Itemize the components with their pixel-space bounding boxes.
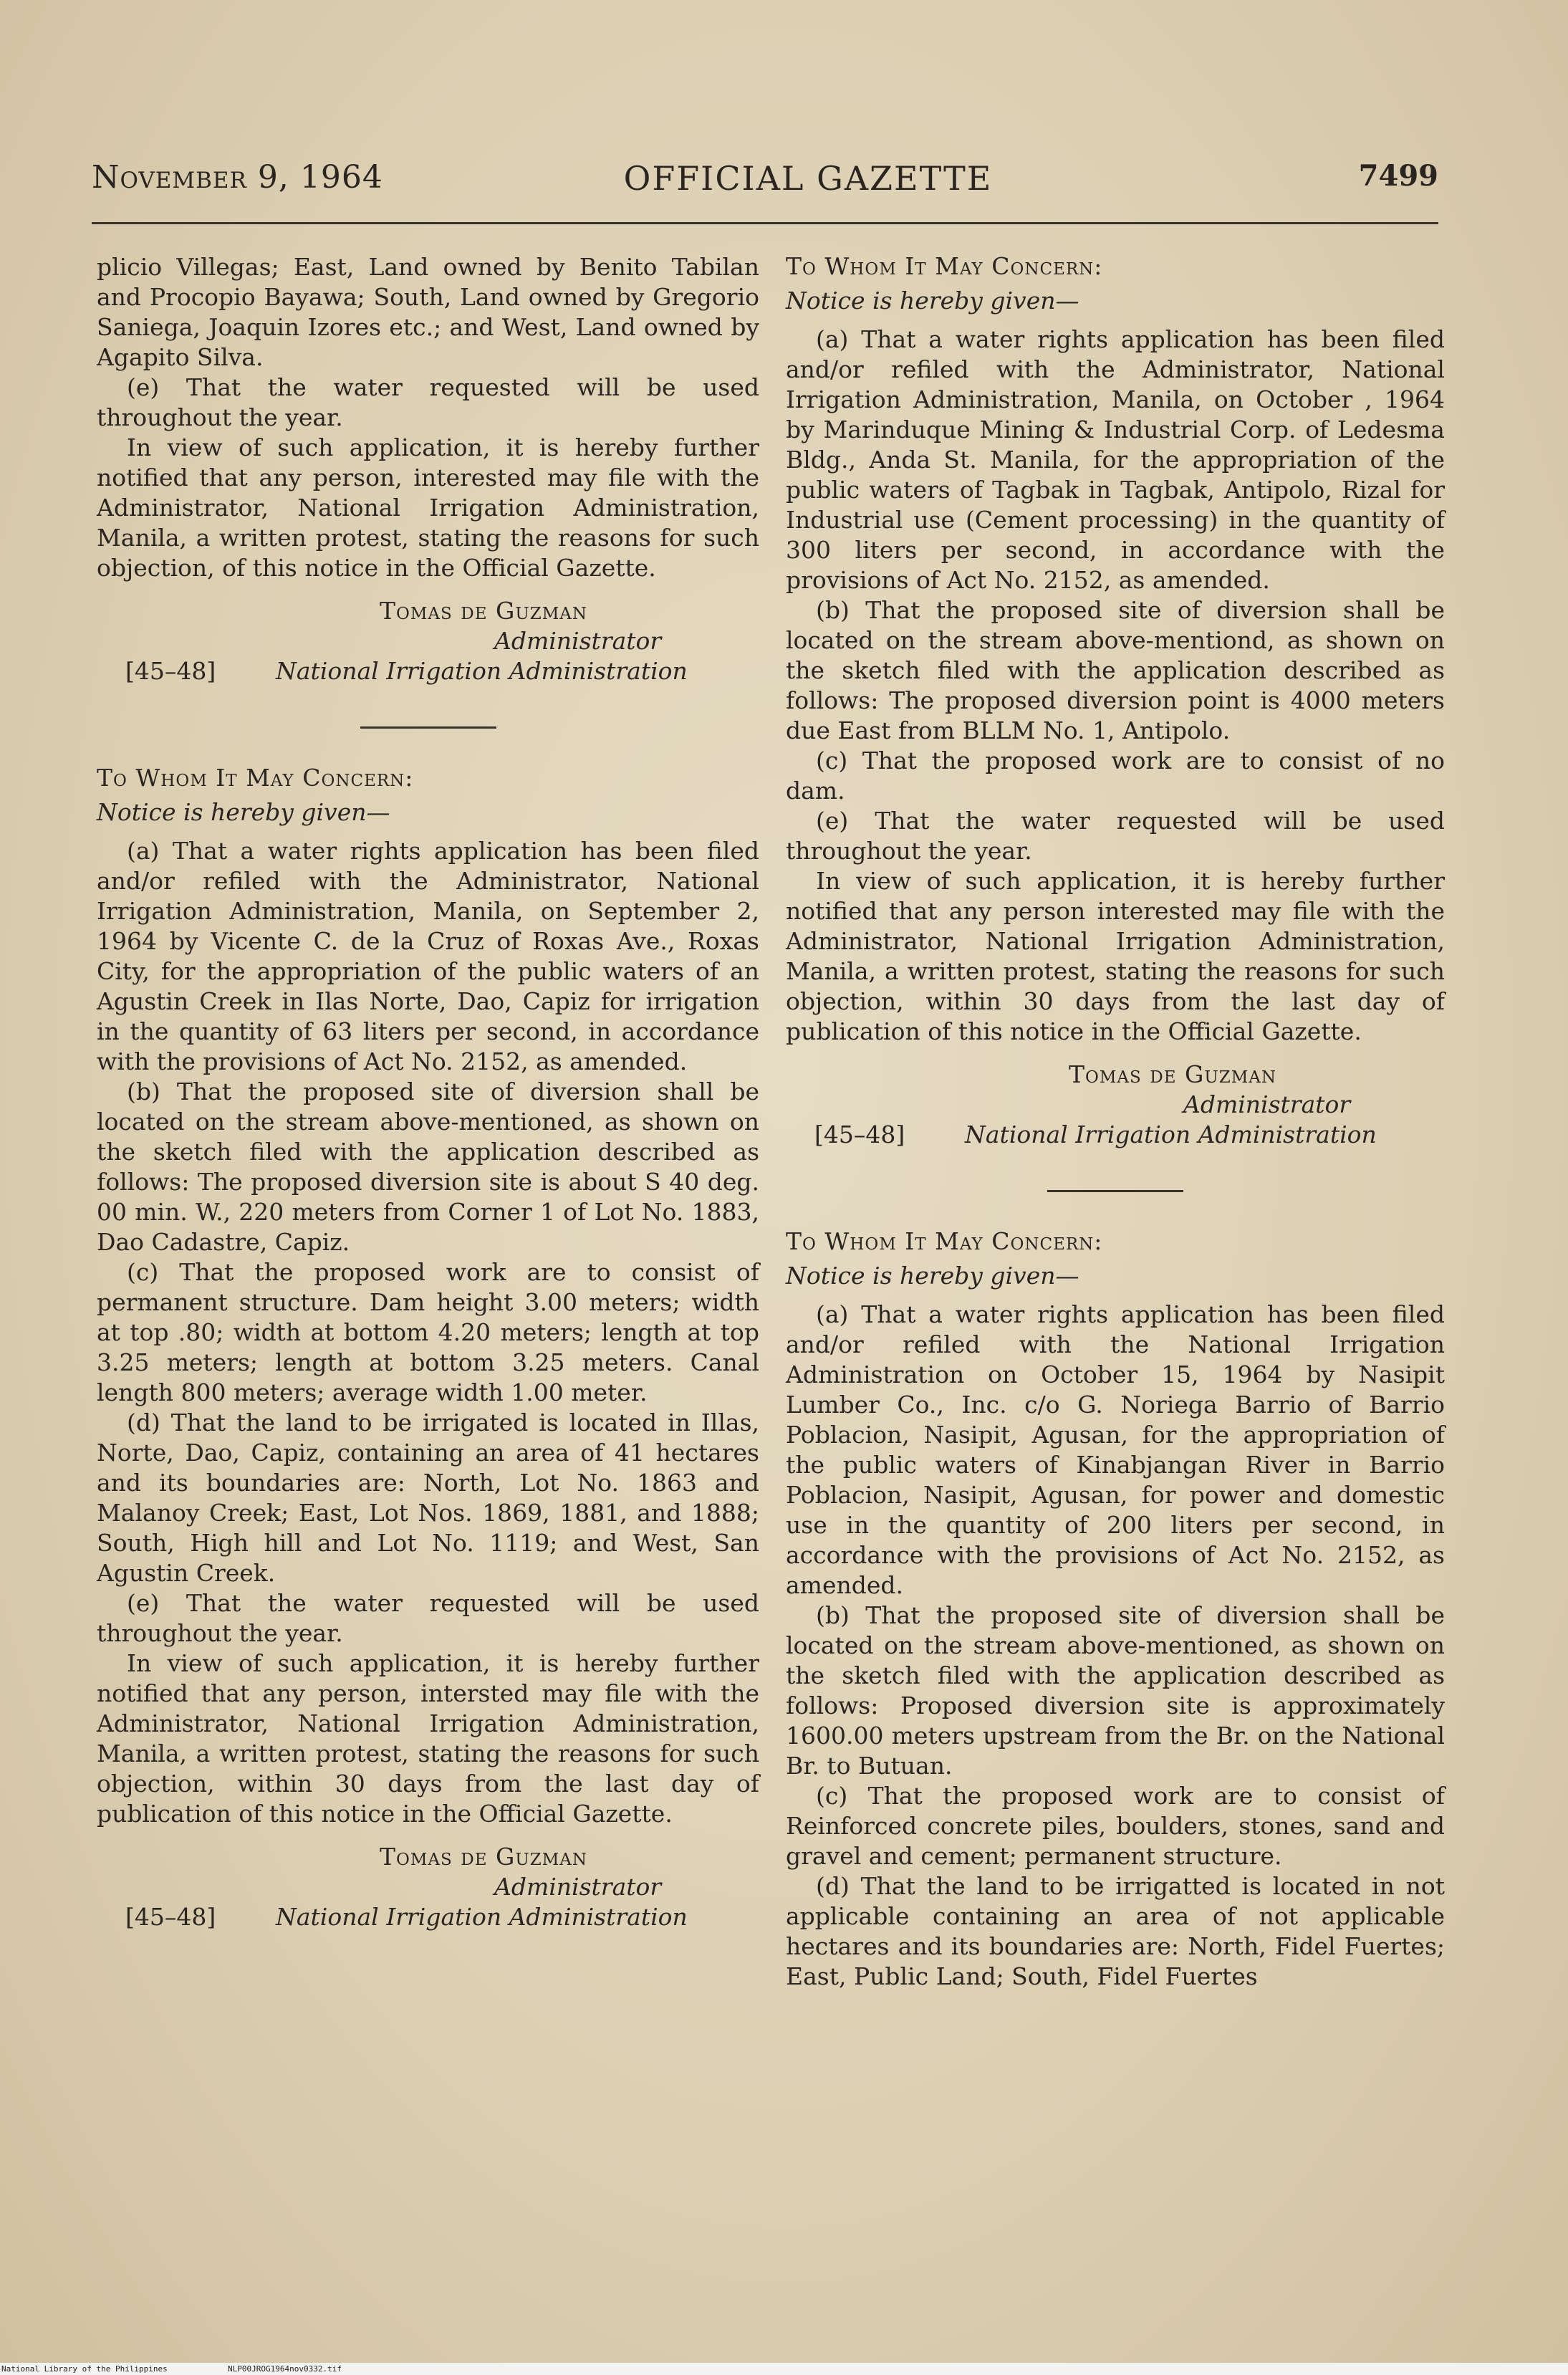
agency-name: National Irrigation Administration xyxy=(276,657,688,685)
signatory-role: Administrator xyxy=(494,627,662,655)
paragraph-b: (b) That the proposed site of diversion shall be located on the stream above-mentiond, as shown on the sketch filed with the application described as follows: The proposed diversion point is 4000 meters due East from BLLM No. 1, Antipolo. xyxy=(786,596,1445,744)
signature-block xyxy=(97,596,759,692)
issue-code: [45–48] xyxy=(125,1903,216,1931)
section-divider xyxy=(1047,1190,1183,1192)
page-number: 7499 xyxy=(1358,159,1438,193)
issue-code: [45–48] xyxy=(814,1121,905,1148)
paragraph-a: (a) That a water rights application has been filed and/or refiled with the National Irrigation Administration on October 15, 1964 by Nasipit Lumber Co., Inc. c/o G. Noriega Barrio of Barrio Poblacion, Nasipit, Agusan, for the appropriation of the public waters of Kinabjangan River in Barrio Poblacion, Nasipit, Agusan, for power and domestic use in the quantity of 200 liters per second, in accordance with the provisions of Act No. 2152, as amended. xyxy=(786,1300,1445,1599)
notice-heading: To Whom It May Concern: xyxy=(786,1227,1103,1255)
paragraph-d: (d) That the land to be irrigatted is located in not applicable containing an area of not applicable hectares and its boundaries are: North, Fidel Fuertes; East, Public Land; South, Fidel Fuertes xyxy=(786,1872,1445,1990)
signature-block xyxy=(786,1060,1445,1156)
paragraph-c: (c) That the proposed work are to consist of permanent structure. Dam height 3.00 meters; width at top .80; width at bottom 4.20 meters; length at top 3.25 meters; length at bottom 3.25 meters. Canal length 800 meters; average width 1.00 meter. xyxy=(97,1258,759,1406)
library-credit: National Library of the Philippines xyxy=(1,2364,168,2374)
paragraph-view: In view of such application, it is hereby further notified that any person, intersted may file with the Administrator, National Irrigation Administration, Manila, a written protest, stating the reasons for such objection, within 30 days from the last day of publication of this notice in the Official Gazette. xyxy=(97,1649,759,1828)
paragraph-view: In view of such application, it is hereby further notified that any person interested may file with the Administrator, National Irrigation Administration, Manila, a written protest, stating the reasons for such objection, within 30 days from the last day of publication of this notice in the Official Gazette. xyxy=(786,867,1445,1045)
right-column xyxy=(786,246,1445,1992)
paragraph-view: In view of such application, it is hereby further notified that any person, interested may file with the Administrator, National Irrigation Administration, Manila, a written protest, stating the reasons for such objection, of this notice in the Official Gazette. xyxy=(97,433,759,582)
paragraph-e: (e) That the water requested will be used throughout the year. xyxy=(97,1589,759,1647)
paragraph-a: (a) That a water rights application has been filed and/or refiled with the Administrator, National Irrigation Administration, Manila, on September 2, 1964 by Vicente C. de la Cruz of Roxas Ave., Roxas City, for the appropriation of the public waters of an Agustin Creek in Ilas Norte, Dao, Capiz for irrigation in the quantity of 63 liters per second, in accordance with the provisions of Act No. 2152, as amended. xyxy=(97,837,759,1075)
continuation-paragraph: plicio Villegas; East, Land owned by Benito Tabilan and Procopio Bayawa; South, Land owned by Gregorio Saniega, Joaquin Izores etc.; and West, Land owned by Agapito Silva. xyxy=(97,253,759,371)
signature-block xyxy=(97,1842,759,1938)
signatory-role: Administrator xyxy=(1183,1090,1351,1118)
issue-code: [45–48] xyxy=(125,657,216,685)
issue-date: November 9, 1964 xyxy=(92,159,383,196)
paragraph-c: (c) That the proposed work are to consist of Reinforced concrete piles, boulders, stones, sand and gravel and cement; permanent structure. xyxy=(786,1782,1445,1870)
scan-footer xyxy=(0,2363,1568,2375)
notice-intro: Notice is hereby given— xyxy=(97,798,390,826)
paragraph-c: (c) That the proposed work are to consist of no dam. xyxy=(786,747,1445,805)
signatory-name: Tomas de Guzman xyxy=(380,1843,588,1871)
notice-heading: To Whom It May Concern: xyxy=(97,764,414,792)
scan-filename: NLP00JROG1964nov0332.tif xyxy=(228,2364,342,2374)
signatory-role: Administrator xyxy=(494,1873,662,1901)
notice-intro: Notice is hereby given— xyxy=(786,287,1079,315)
header-rule xyxy=(92,222,1438,224)
paragraph-e: (e) That the water requested will be used throughout the year. xyxy=(97,373,759,431)
paragraph-e: (e) That the water requested will be used throughout the year. xyxy=(786,807,1445,865)
signatory-name: Tomas de Guzman xyxy=(380,597,588,625)
paragraph-b: (b) That the proposed site of diversion shall be located on the stream above-mentioned, as shown on the sketch filed with the application described as follows: The proposed diversion site is about S 40 deg. 00 min. W., 220 meters from Corner 1 of Lot No. 1883, Dao Cadastre, Capiz. xyxy=(97,1078,759,1256)
publication-title: OFFICIAL GAZETTE xyxy=(623,159,993,198)
notice-heading: To Whom It May Concern: xyxy=(786,252,1103,280)
left-column xyxy=(97,252,759,1938)
paragraph-b: (b) That the proposed site of diversion shall be located on the stream above-mentioned, as shown on the sketch filed with the application described as follows: Proposed diversion site is approximately 1600.00 meters upstream from the Br. on the National Br. to Butuan. xyxy=(786,1601,1445,1780)
notice-intro: Notice is hereby given— xyxy=(786,1262,1079,1290)
paragraph-a: (a) That a water rights application has been filed and/or refiled with the Administrator, National Irrigation Administration, Manila, on October , 1964 by Marinduque Mining & Industrial Corp. of Ledesma Bldg., Anda St. Manila, for the appropriation of the public waters of Tagbak in Tagbak, Antipolo, Rizal for Industrial use (Cement processing) in the quantity of 300 liters per second, in accordance with the provisions of Act No. 2152, as amended. xyxy=(786,325,1445,594)
page-header xyxy=(92,159,1438,202)
agency-name: National Irrigation Administration xyxy=(965,1121,1377,1148)
agency-name: National Irrigation Administration xyxy=(276,1903,688,1931)
paragraph-d: (d) That the land to be irrigated is located in Illas, Norte, Dao, Capiz, containing an area of 41 hectares and its boundaries are: North, Lot No. 1863 and Malanoy Creek; East, Lot Nos. 1869, 1881, and 1888; South, High hill and Lot No. 1119; and West, San Agustin Creek. xyxy=(97,1409,759,1587)
section-divider xyxy=(360,726,496,729)
signatory-name: Tomas de Guzman xyxy=(1069,1060,1277,1088)
